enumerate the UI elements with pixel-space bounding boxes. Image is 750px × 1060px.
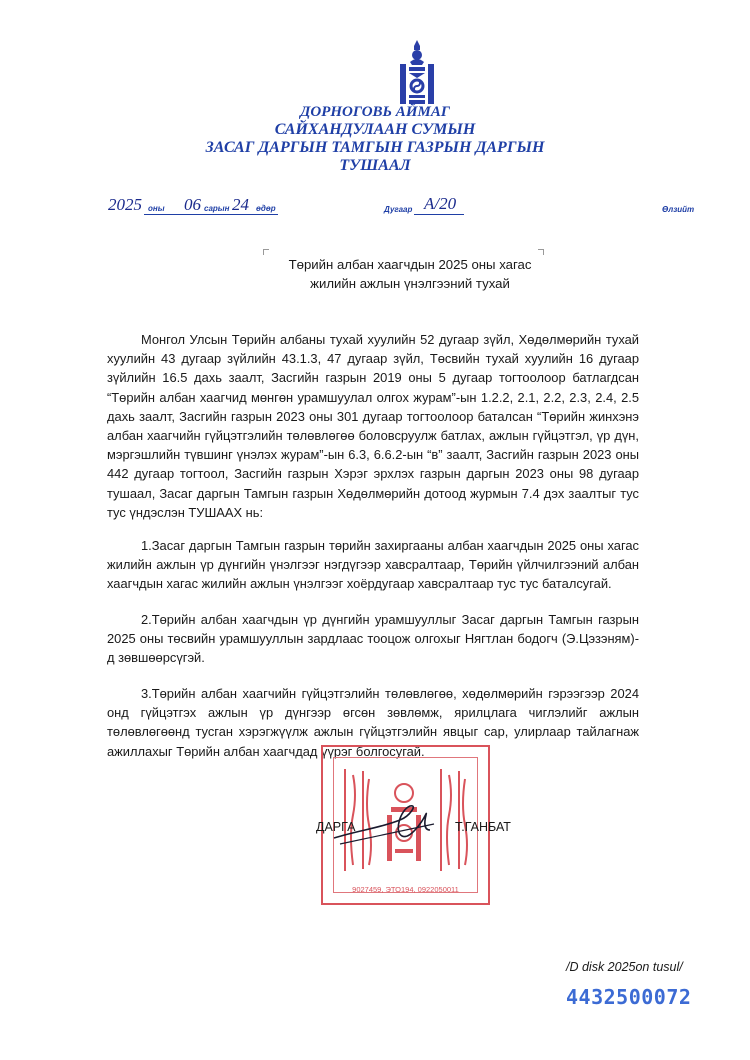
barcode-number: 4432500072 (566, 985, 692, 1009)
date-underline (144, 214, 278, 215)
title-line-1: Төрийн албан хаагчдын 2025 оны хагас (288, 257, 532, 272)
title-line-2: жилийн ажлын үнэлгээний тухай (310, 276, 510, 291)
signatory-name: Т.ГАНБАТ (455, 820, 511, 834)
number-underline (414, 214, 464, 215)
header-office: ЗАСАГ ДАРГЫН ТАМГЫН ГАЗРЫН ДАРГЫН (205, 139, 545, 156)
date-day: 24 (232, 195, 249, 214)
date-month: 06 (184, 195, 201, 214)
header-doc-type: ТУШААЛ (339, 157, 411, 174)
date-day-label: өдөр (256, 204, 276, 213)
state-emblem-icon (394, 40, 440, 106)
stamp-number-text: 9027459, ЭТО194, 0922050011 (352, 885, 459, 894)
date-year: 2025 (108, 195, 142, 214)
handwritten-signature (330, 800, 440, 850)
signatory-title: ДАРГА (316, 820, 356, 834)
order-item-1: 1.Засаг даргын Тамгын газрын төрийн захиргааны албан хаагчдын 2025 оны хагас жилийн ажлын үр дүнгийн үнэлгээг нэгдүгээр хавсралтаар, Төрийн үйлчилгээний албан хаагчдын хагас жилийн ажлын үнэлгээг хоёрдугаар хавсралтаар тус тус баталсугай. (107, 538, 639, 592)
file-path-note: /D disk 2025on tusul/ (566, 960, 683, 974)
date-month-label: сарын (204, 204, 230, 213)
date-year-label: оны (148, 204, 165, 213)
number-label: Дугаар (384, 205, 413, 214)
order-item-3: 3.Төрийн албан хаагчийн гүйцэтгэлийн төлөвлөгөө, хөдөлмөрийн гэрээгээр 2024 онд гүйцэтгэх ажлын үр дүнгээр өгсөн зөвлөмж, ярилцлага чиглэлийг ажлын төлөвлөгөөнд тусган хэрэгжүүлж ажлын гүйцэтгэлийн явцыг сар, улирлаар тайлагнаж ажиллахыг Төрийн албан хаагчдад үүрэг болгосугай. (107, 686, 639, 759)
order-item-2: 2.Төрийн албан хаагчдын үр дүнгийн урамшууллыг Засаг даргын Тамгын газрын 2025 оны төсвийн урамшууллын зардлаас тооцож олгохыг Нягтлан бодогч (Э.Цэзэням)-д зөвшөөрсүгэй. (107, 612, 639, 666)
place-name: Өлзийт (662, 205, 695, 214)
intro-paragraph: Монгол Улсын Төрийн албаны тухай хуулийн 52 дугаар зүйл, Хөдөлмөрийн тухай хуулийн 43 дугаар зүйлийн 43.1.3, 47 дугаар зүйл, Төсвийн тухай хуулийн 16 дугаар зүйлийн 16.5 дахь заалт, Засгийн газрын 2019 оны 5 дугаар тогтоолоор батлагдсан “Төрийн албан хаагчид мөнгөн урамшуулал олгох журам”-ын 1.2.2, 2.1, 2.2, 2.3, 2.4, 2.5 дахь заалт, Засгийн газрын 2023 оны 301 дугаар тогтоолоор баталсан “Төрийн жинхэнэ албан хаагчийн гүйцэтгэлийн төлөвлөгөө боловсруулж батлах, ажлын гүйцэтгэл, үр дүн, мэргэшлийн түвшинг үнэлэх журам”-ын 6.3, 6.6.2-ын “в” заалт, Засгийн газрын 2023 оны 442 дугаар тогтоол, Засгийн газрын Хэрэг эрхлэх газрын даргын 2023 оны 98 дугаар тушаал, Засаг даргын Тамгын газрын Хөдөлмөрийн дотоод журмын 7.4 дэх заалтыг тус тус үндэслэн ТУШААХ нь: (107, 332, 639, 520)
date-line (108, 195, 288, 217)
header-aimag: ДОРНОГОВЬ АЙМАГ (300, 104, 450, 120)
header-sum: САЙХАНДУЛААН СУМЫН (274, 121, 476, 138)
document-number: А/20 (424, 194, 457, 213)
document-title (0, 255, 750, 293)
